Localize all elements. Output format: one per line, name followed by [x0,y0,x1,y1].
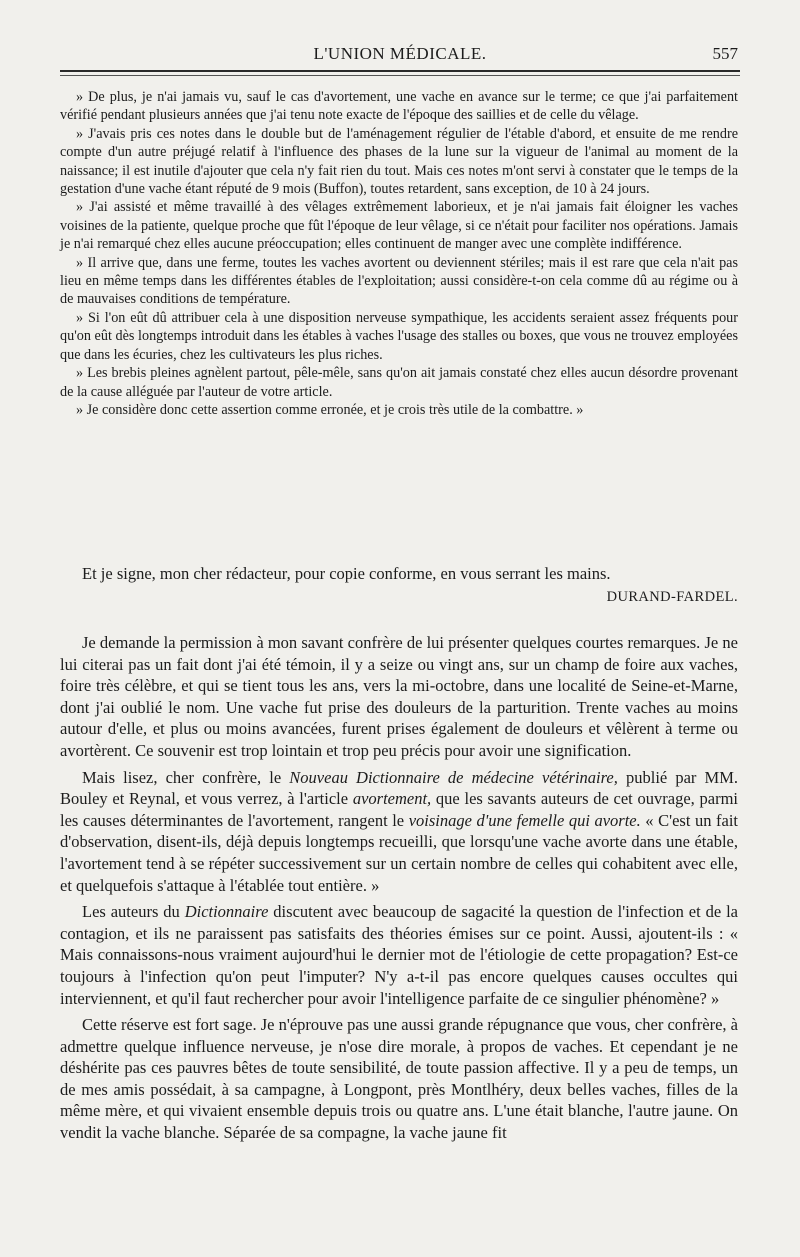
page-header [60,44,740,70]
page-number: 557 [712,44,738,63]
editor-commentary [60,632,738,1149]
letter-paragraph: » Je considère donc cette assertion comme erronée, et je crois très utile de la combattre. » [76,401,584,418]
book-title: Dictionnaire [184,902,269,922]
letter-closing [60,563,738,608]
commentary-paragraph [60,767,738,897]
running-title: L'UNION MÉDICALE. [313,44,487,63]
commentary-paragraph: Cette réserve est fort sage. Je n'éprouve pas une aussi grande répugnance que vous, cher confrère, à admettre quelque influence nerveuse, je n'ose dire morale, à propos de vaches. Et cependant je ne déshérite pas ces pauvres bêtes de toute sensibilité, de toute passion affective. Il y a peu de temps, un de mes amis possédait, à sa campagne, à Longpont, près Montlhéry, deux belles vaches, filles de la même mère, et qui vivaient ensemble depuis trois ou quatre ans. L'une était blanche, l'autre jaune. On vendit la vache blanche. Séparée de sa compagne, la vache jaune fit [60,1015,738,1143]
commentary-paragraph [60,901,738,1009]
signature: DURAND-FARDEL. [606,589,738,605]
letter-paragraph: » De plus, je n'ai jamais vu, sauf le cas d'avortement, une vache en avance sur le terme; ce que j'ai parfaitement vérifié pendant plusieurs années que j'ai tenu note exacte de l'époque des saillies et de celle du vêlage. [60,89,738,124]
letter-paragraph: » Les brebis pleines agnèlent partout, pêle-mêle, sans qu'on ait jamais constaté chez elles aucun désordre provenant de la cause alléguée par l'auteur de votre article. [60,365,738,400]
closing-line: Et je signe, mon cher rédacteur, pour copie conforme, en vous serrant les mains. [82,564,611,583]
book-title: Nouveau Dictionnaire de médecine vétérinaire, [289,767,618,787]
text-run: publié par MM. Bouley et Reynal, et vous verrez, à l'article [60,767,738,809]
header-rule [60,70,740,72]
text-run: discutent avec beaucoup de sagacité la question de l'infection et de la contagion, et ils ne paraissent pas satisfaits des théories émises sur ce point. Aussi, ajoutent-ils : « Mais connaissons-nous vraiment aujourd'hui le dernier mot de l'étiologie de cette propagation? Est-ce toujours à l'infection qu'on peut l'imputer? N'y a-t-il pas encore quelques causes occultes qui interviennent, et qu'il faut rechercher pour avoir l'intelligence parfaite de ce singulier phénomène? » [60,902,738,1008]
text-run: Les auteurs du [82,902,185,922]
letter-paragraph: » Il arrive que, dans une ferme, toutes les vaches avortent ou deviennent stériles; mais il est rare que cela n'ait pas lieu en même temps dans les différentes étables de l'exploitation; aussi considère-t-on cela comme dû au régime ou à de mauvaises conditions de température. [60,254,738,308]
text-run: que les savants auteurs de cet ouvrage, parmi les causes déterminantes de l'avortement, rangent le [60,789,738,830]
text-run: Mais lisez, cher confrère, le [82,767,290,787]
article-title: avortement, [352,789,432,809]
letter-paragraph: » J'ai assisté et même travaillé à des vêlages extrêmement laborieux, et je n'ai jamais fait éloigner les vaches voisines de la patiente, quelque proche que fût l'époque de leur vêlage, si ce n'était pour faciliter nos opérations. Jamais je n'ai remarqué chez elles aucune préoccupation; elles continuent de manger avec une complète indifférence. [60,199,738,253]
letter-paragraph: » J'avais pris ces notes dans le double but de l'aménagement régulier de l'étable d'abord, et ensuite de me rendre compte d'un autre préjugé relatif à l'influence des phases de la lune sur la vigueur de l'animal au moment de la naissance; il est inutile d'ajouter que cela n'y fait rien du tout. Mais ces notes m'ont servi à constater que le temps de la gestation d'une vache étant réputé de 9 mois (Buffon), toutes retardent, sans exception, de 10 à 24 jours. [60,125,738,198]
quoted-letter [60,88,738,419]
text-run: « C'est un fait d'observation, disent-ils, déjà depuis longtemps recueilli, que lorsqu'une vache avorte dans une étable, l'avortement tend à se répéter successivement sur un certain nombre de celles qui cohabitent avec elle, et quelquefois s'attaque à l'établée tout entière. » [60,810,739,895]
letter-paragraph: » Si l'on eût dû attribuer cela à une disposition nerveuse sympathique, les accidents seraient assez fréquents pour qu'on eût dès longtemps introduit dans les étables à vaches l'usage des stalles ou boxes, que vous ne trouvez employées que dans les écuries, chez les cultivateurs les plus riches. [60,309,738,363]
commentary-paragraph: Je demande la permission à mon savant confrère de lui présenter quelques courtes remarques. Je ne lui citerai pas un fait dont j'ai été témoin, il y a seize ou vingt ans, sur un champ de foire aux vaches, foire très célèbre, et qui se tient tous les ans, vers la mi-octobre, dans une localité de Seine-et-Marne, dont j'ai oublié le nom. Une vache fut prise des douleurs de la parturition. Trente vaches au moins autour d'elle, et plus ou moins avancées, furent prises également de douleurs et vêlèrent à terme ou avortèrent. Ce souvenir est trop lointain et trop peu précis pour avoir une signification. [60,633,738,760]
emphasis: voisinage d'une femelle qui avorte. [408,810,641,830]
header-rule-thin [60,75,740,76]
